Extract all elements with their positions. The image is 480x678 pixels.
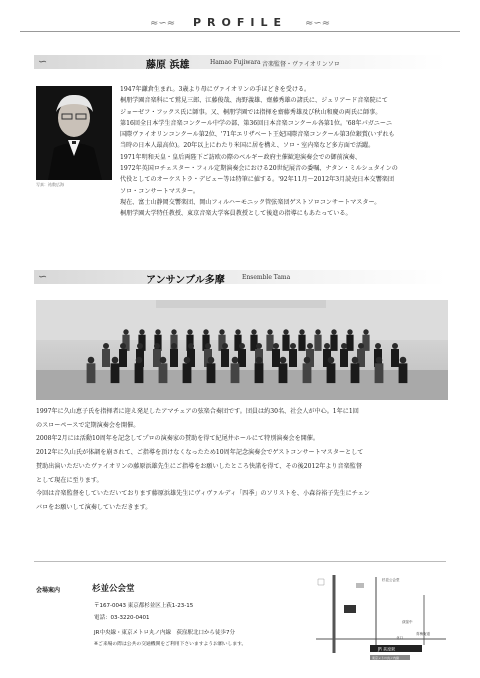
musician-figure — [346, 329, 353, 351]
person-name: 藤原 浜雄 — [146, 60, 190, 71]
map-road-label: 青梅街道 — [416, 632, 430, 636]
desc-line: 2008年2月には活動10周年を記念してプロの演奏家の賛助を得て紀尾井ホールにて特別演奏会を開催。 — [36, 435, 319, 443]
person-role: 音楽監督・ヴァイオリンソロ — [262, 61, 340, 68]
venue-building-icon — [344, 605, 356, 613]
ensemble-name: アンサンブル多摩 — [146, 275, 225, 286]
swirl-icon: ∽ — [38, 270, 48, 283]
musician-figure — [159, 357, 168, 383]
person-bio — [120, 84, 454, 220]
bio-line: 桐朋学園音楽科にて鷲見三郎、江藤俊哉、海野義雄、齋藤秀雄の諸氏に、ジュリアード音楽院にて — [120, 97, 388, 105]
musician-figure — [266, 329, 273, 351]
map-metro-label: 東京メトロ丸ノ内線 — [372, 656, 400, 660]
musician-figure — [135, 357, 144, 383]
desc-line: 賛助出演いただいたヴァイオリンの藤原浜雄先生にご指導をお願いしたところ快諾を得て、その後2012年より音楽監督 — [36, 462, 362, 470]
musician-figure — [231, 357, 240, 383]
venue-note: ※ご来場の際は公共の交通機関をご利用下さいますようお願いします。 — [94, 642, 247, 647]
bio-line: 1947年鎌倉生まれ。3歳より母にヴァイオリンの手ほどきを受ける。 — [120, 86, 311, 93]
musician-figure — [375, 357, 384, 383]
bio-line: 当時の日本人最高位)。20年以上にわたり米国に居を構え、ソロ・室内楽など多方面で活躍。 — [120, 142, 375, 150]
musician-figure — [399, 357, 408, 383]
musician-figure — [340, 343, 348, 367]
ensemble-group-photo — [36, 300, 448, 400]
venue-address: 〒167-0043 東京都杉並区上荻1-23-15 — [94, 603, 194, 609]
bio-line: 現在、富士山静岡交響楽団、岡山フィルハーモニック管弦楽団ゲストソロコンサートマスター。 — [120, 198, 381, 206]
musician-figure — [111, 357, 120, 383]
bio-line: 桐朋学園大学特任教授、東京音楽大学客員教授として後進の指導にもあたっている。 — [120, 210, 352, 218]
photo-caption: 写真：祐数広海 — [36, 182, 64, 187]
musician-figure — [279, 357, 288, 383]
desc-line: 1997年に久山恵子氏を指揮者に迎え発足したアマチュアの弦楽合奏団です。団員は約30名、社会人が中心。1年に1回 — [36, 408, 359, 415]
desc-line: 今回は音楽監督をしていただいております藤原浜雄先生にヴィヴァルディ「四季」のソリストを、小森谷裕子先生にチェン — [36, 490, 370, 498]
musician-figure — [330, 329, 337, 351]
musician-figure — [303, 357, 312, 383]
bio-line: 1972年英国ロチェスター・フィル定期演奏会における20世紀展音の委嘱、ナタン・ミルシュタインの — [120, 165, 398, 173]
musician-figure — [102, 343, 110, 367]
venue-access: JR中央線・東京メトロ丸ノ内線 荻窪駅北口から徒歩7分 — [94, 630, 235, 636]
swirl-icon: ∽ — [38, 55, 48, 68]
bio-line: 1971年明和天皇・皇后両陛下ご訪欧の際のベルギー政府主催歓迎演奏会での御前演奏、 — [120, 153, 361, 161]
desc-line: バロをお願いして演奏していただきます。 — [36, 503, 152, 511]
musician-figure — [255, 357, 264, 383]
ornament-left-icon: ≈∽≈ — [150, 18, 176, 29]
desc-line: として現在に至ります。 — [36, 476, 103, 484]
musician-figure — [298, 329, 305, 351]
bio-line: ソロ・コンサートマスター。 — [120, 187, 199, 195]
musician-figure — [314, 329, 321, 351]
ensemble-description — [36, 405, 448, 515]
musician-figure — [207, 357, 216, 383]
musician-figure — [183, 357, 192, 383]
venue-label: 会場案内 — [36, 587, 61, 594]
map-exit-label: 北口 — [396, 636, 403, 640]
musician-figure — [221, 343, 229, 367]
portrait-photo — [36, 86, 112, 180]
musician-figure — [289, 343, 297, 367]
bio-line: 国際ヴァイオリンコンクール第2位、'71年エリザベート王妃国際音楽コンクール第3位銀賞(いずれも — [120, 131, 395, 139]
person-name-en: Hamao Fujiwara — [210, 59, 261, 66]
map-school-label: 荻窪中 — [402, 620, 413, 624]
section-divider — [34, 561, 446, 562]
map-hall-label: 杉並公会堂 — [382, 578, 400, 582]
venue-phone: 電話：03-3220-0401 — [94, 615, 150, 621]
venue-name: 杉並公会堂 — [92, 584, 135, 594]
bio-line: ジョーゼフ・フックス氏に師事。又、桐朋学園では指揮を齋藤秀雄及び秋山和慶の両氏に師事。 — [120, 108, 382, 116]
musician-figure — [282, 329, 289, 351]
page-title: PROFILE — [192, 16, 287, 29]
bio-line: 第16回全日本学生音楽コンクール中学の部、第36回日本音楽コンクール各第1位。'68年パガニーニ — [120, 119, 393, 127]
ornament-right-icon: ≈∽≈ — [305, 18, 331, 29]
musician-figure — [327, 357, 336, 383]
musician-figure — [351, 357, 360, 383]
musician-figure — [119, 343, 127, 367]
musician-figure — [391, 343, 399, 367]
access-map — [316, 575, 446, 665]
ensemble-name-en: Ensemble Tama — [242, 274, 291, 281]
header-rule — [20, 31, 460, 32]
musician-figure — [87, 357, 96, 383]
musician-figure — [170, 343, 178, 367]
desc-line: 2012年に久山氏が体調を崩されて、ご指導を頂けなくなったため10周年記念演奏会でゲストコンサートマスターとして — [36, 449, 364, 457]
map-station-label: JR 荻窪駅 — [378, 646, 396, 652]
desc-line: のスローペースで定期演奏会を開催。 — [36, 421, 140, 429]
ensemble-banner — [34, 270, 446, 284]
bio-line: 代役としてのオーケストラ・デビュー等は特筆に値する。'92年11月～2012年3月読売日本交響楽団 — [120, 176, 394, 184]
